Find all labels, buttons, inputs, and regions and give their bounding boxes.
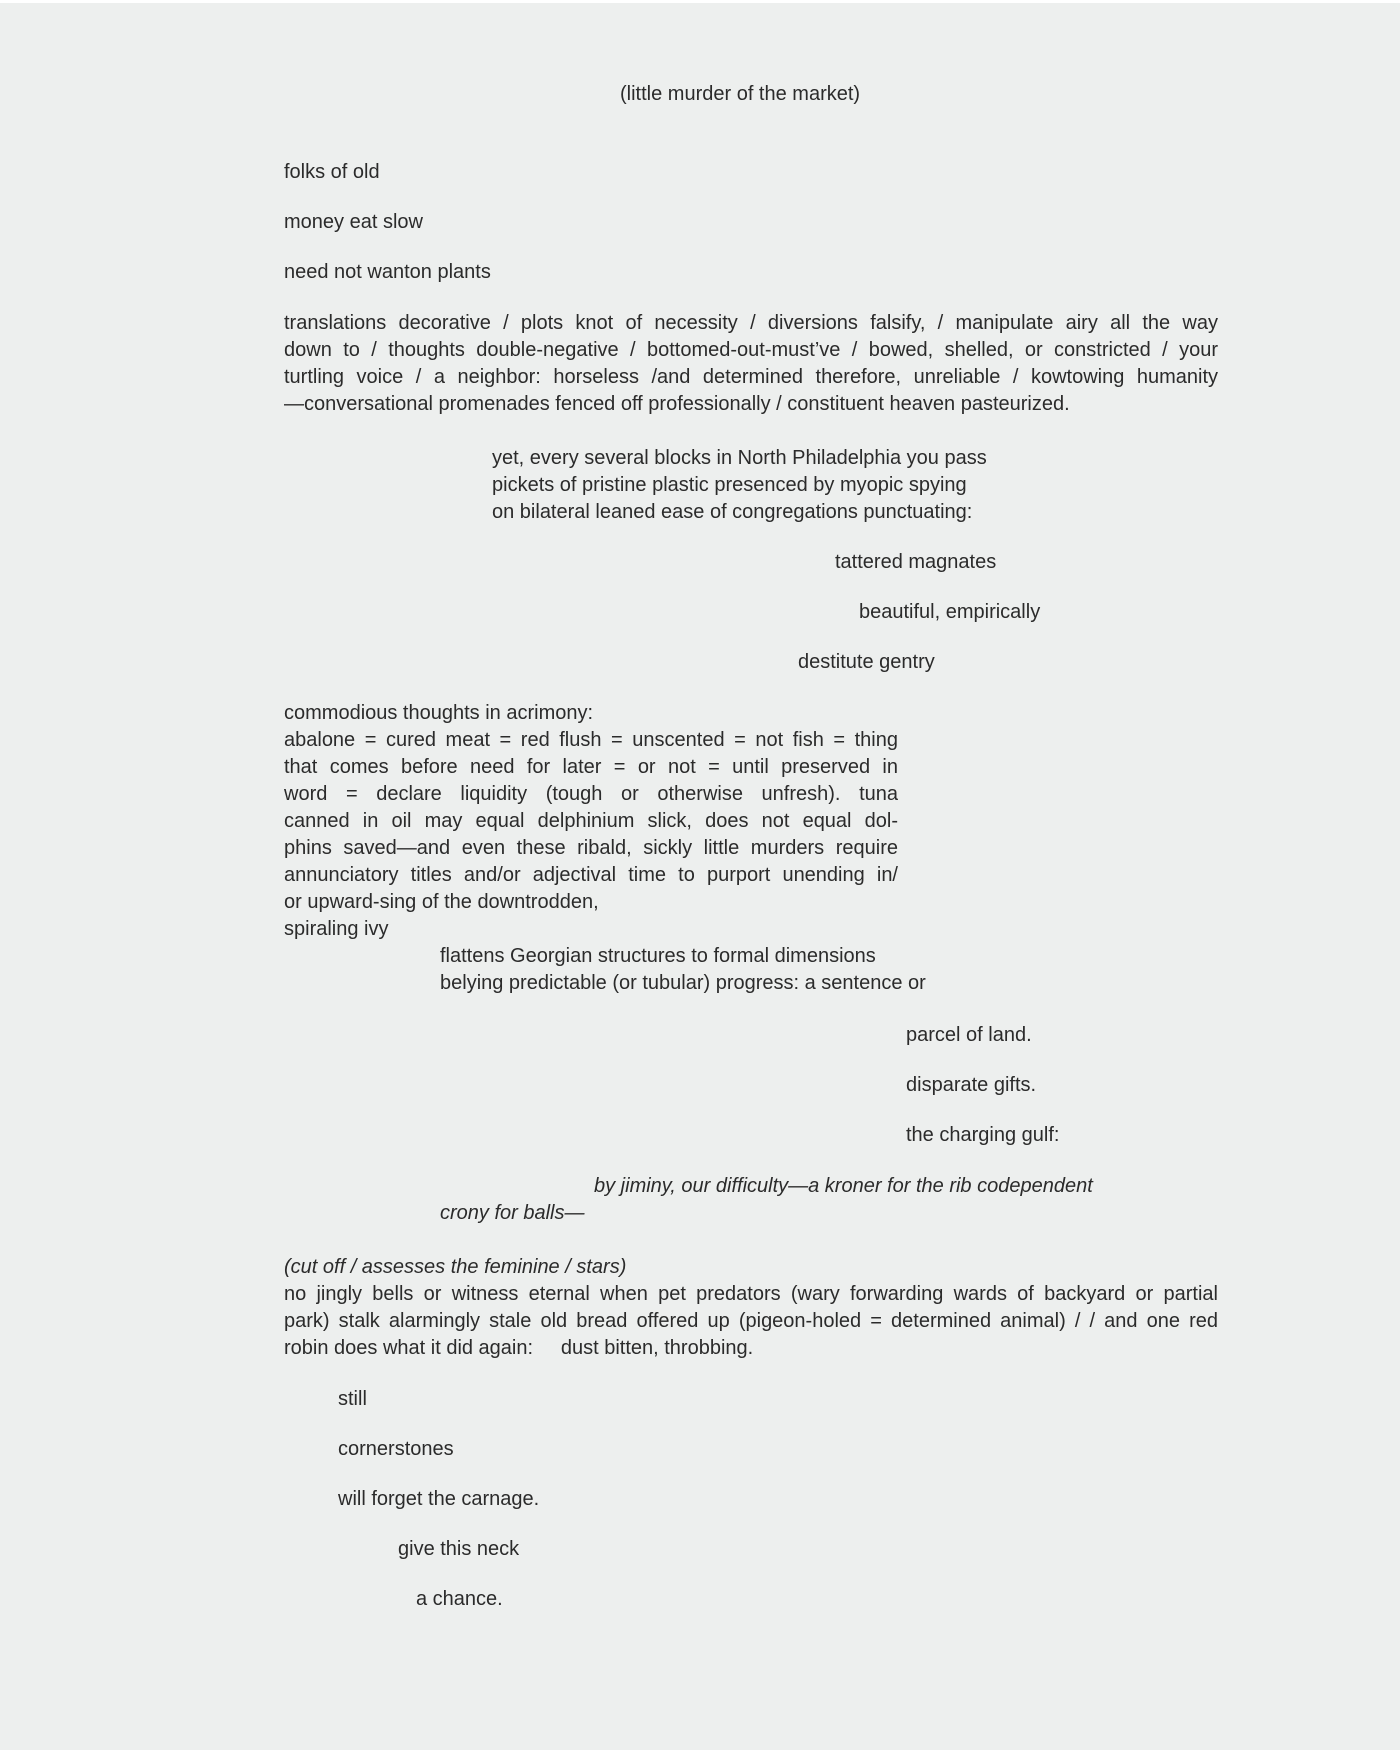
poem-line: that comes before need for later = or not = until preserved in [284, 756, 898, 778]
poem-line: on bilateral leaned ease of congregations punctuating: [492, 501, 973, 523]
poem-line: translations decorative / plots knot of necessity / diversions falsify, / manipulate airy all the way [284, 312, 1218, 334]
jingly-paragraph [284, 1281, 1218, 1362]
poem-line: pickets of pristine plastic presenced by myopic spying [492, 474, 967, 496]
poem-line: by jiminy, our difficulty—a kroner for the rib codependent [594, 1175, 1093, 1197]
section-title: (cut off / assesses the feminine / stars) [284, 1256, 627, 1278]
poem-line: yet, every several blocks in North Philadelphia you pass [492, 447, 987, 469]
poem-line: flattens Georgian structures to formal dimensions [440, 945, 876, 967]
poem-line: belying predictable (or tubular) progress: a sentence or [440, 972, 926, 994]
poem-line: spiraling ivy [284, 918, 389, 940]
poem-line: commodious thoughts in acrimony: [284, 702, 594, 724]
poem-line: robin does what it did again: dust bitten, throbbing. [284, 1337, 754, 1359]
poem-line: destitute gentry [798, 651, 935, 673]
poem-line: give this neck [398, 1538, 520, 1560]
poem-line: will forget the carnage. [338, 1488, 540, 1510]
translations-paragraph [284, 310, 1218, 418]
poem-title: (little murder of the market) [620, 83, 861, 105]
poem-line: a chance. [416, 1588, 503, 1610]
poem-line: annunciatory titles and/or adjectival time to purport unending in/ [284, 864, 898, 886]
poem-line: word = declare liquidity (tough or otherwise unfresh). tuna [284, 783, 898, 805]
poem-line: turtling voice / a neighbor: horseless /and determined therefore, unreliable / kowtowing humanity [284, 366, 1218, 388]
poem-line: down to / thoughts double-negative / bottomed-out-must’ve / bowed, shelled, or constricted / your [284, 339, 1218, 361]
poem-line: park) stalk alarmingly stale old bread offered up (pigeon-holed = determined animal) / / and one red [284, 1310, 1218, 1332]
poem-line: the charging gulf: [906, 1124, 1060, 1146]
poem-line: money eat slow [284, 211, 423, 233]
poem-line: phins saved—and even these ribald, sickly little murders require [284, 837, 898, 859]
poem-line: or upward-sing of the downtrodden, [284, 891, 599, 913]
poem-line: —conversational promenades fenced off professionally / constituent heaven pasteurized. [284, 393, 1070, 415]
poem-line: abalone = cured meat = red flush = unscented = not fish = thing [284, 729, 898, 751]
poem-line: crony for balls— [440, 1202, 585, 1224]
poem-line: tattered magnates [835, 551, 997, 573]
poem-line: disparate gifts. [906, 1074, 1037, 1096]
poem-line: canned in oil may equal delphinium slick, does not equal dol- [284, 810, 898, 832]
poem-line: folks of old [284, 161, 380, 183]
poem-line: cornerstones [338, 1438, 454, 1460]
poem-line: still [338, 1388, 367, 1410]
poem-line: no jingly bells or witness eternal when pet predators (wary forwarding wards of backyard or partial [284, 1283, 1218, 1305]
poem-line: parcel of land. [906, 1024, 1032, 1046]
commodious-paragraph [284, 700, 898, 943]
poem-line: need not wanton plants [284, 261, 491, 283]
poem-line: beautiful, empirically [859, 601, 1041, 623]
